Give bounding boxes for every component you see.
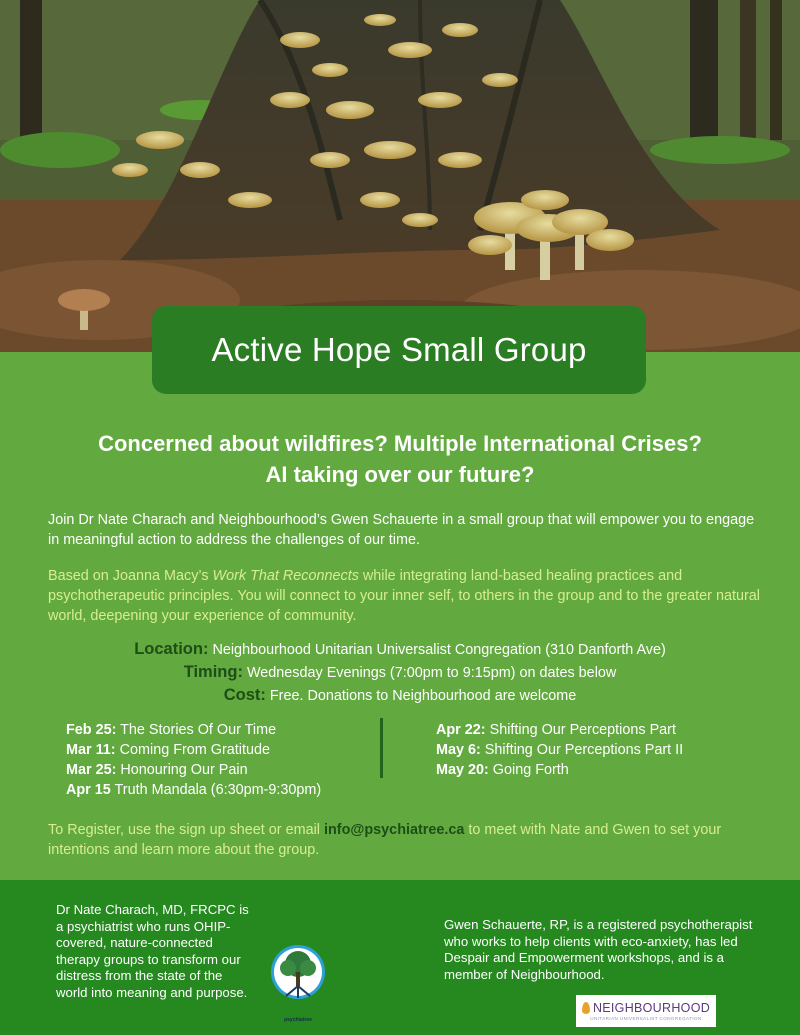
cost-row bbox=[40, 684, 760, 707]
flame-icon bbox=[582, 1002, 590, 1014]
neighbourhood-logo-row bbox=[582, 1001, 710, 1015]
schedule-topic: Honouring Our Pain bbox=[120, 762, 248, 778]
bio-nate: Dr Nate Charach, MD, FRCPC is a psychiatrist who runs OHIP-covered, nature-connected therapy groups to transform our distress from the state of the world into meaning and purpose. bbox=[56, 902, 249, 1000]
location-label: Location: bbox=[134, 640, 209, 658]
schedule-topic: Shifting Our Perceptions Part bbox=[489, 722, 676, 738]
neighbourhood-logo bbox=[576, 995, 716, 1027]
cost-value: Free. Donations to Neighbourhood are welcome bbox=[269, 688, 577, 704]
basis-text-before: Based on Joanna Macy’s bbox=[48, 568, 213, 584]
headline-line-1: Concerned about wildfires? Multiple International Crises? bbox=[98, 431, 702, 456]
schedule-date: Mar 11: bbox=[66, 742, 116, 758]
schedule-topic: Truth Mandala (6:30pm-9:30pm) bbox=[114, 782, 322, 798]
headline bbox=[30, 428, 770, 490]
location-row bbox=[40, 638, 760, 661]
psychiatree-wordmark: psychiatree bbox=[284, 1017, 312, 1023]
schedule-date: May 20: bbox=[436, 762, 489, 778]
register-paragraph bbox=[48, 820, 764, 860]
schedule-item bbox=[66, 720, 376, 740]
timing-label: Timing: bbox=[183, 663, 243, 681]
headline-line-2: AI taking over our future? bbox=[265, 462, 535, 487]
cost-label: Cost: bbox=[223, 686, 266, 704]
basis-paragraph bbox=[48, 566, 760, 626]
schedule-topic: Coming From Gratitude bbox=[119, 742, 270, 758]
page-title: Active Hope Small Group bbox=[211, 331, 587, 368]
schedule-date: Mar 25: bbox=[66, 762, 117, 778]
register-email-link[interactable]: info@psychiatree.ca bbox=[323, 822, 465, 838]
timing-value: Wednesday Evenings (7:00pm to 9:15pm) on dates below bbox=[246, 665, 617, 681]
schedule-item bbox=[436, 760, 766, 780]
register-text-after: to meet with Nate and Gwen to set your intentions and learn more about the group. bbox=[48, 822, 722, 858]
timing-row bbox=[40, 661, 760, 684]
neighbourhood-subtitle: UNITARIAN UNIVERSALIST CONGREGATION bbox=[590, 1016, 702, 1021]
schedule-item bbox=[66, 740, 376, 760]
mushroom-forest-illustration bbox=[0, 0, 800, 352]
schedule-topic: The Stories Of Our Time bbox=[120, 722, 277, 738]
tree-icon bbox=[266, 942, 330, 1012]
register-text-before: To Register, use the sign up sheet or email bbox=[48, 822, 324, 838]
hero-image bbox=[0, 0, 800, 352]
basis-text-after: while integrating land-based healing practices and psychotherapeutic principles. You will connect to your inner self, to others in the group and to the greater natural world, deepening your experience of community. bbox=[48, 568, 760, 624]
schedule-right bbox=[436, 720, 766, 780]
basis-book-title: Work That Reconnects bbox=[212, 568, 359, 584]
bio-gwen: Gwen Schauerte, RP, is a registered psychotherapist who works to help clients with eco-anxiety, has led Despair and Empowerment workshops, and is a member of Neighbourhood. bbox=[444, 917, 753, 982]
neighbourhood-wordmark: NEIGHBOURHOOD bbox=[592, 1001, 711, 1015]
schedule-date: Apr 15 bbox=[66, 782, 111, 798]
schedule-date: May 6: bbox=[436, 742, 481, 758]
schedule-item bbox=[436, 720, 766, 740]
schedule-topic: Going Forth bbox=[492, 762, 569, 778]
schedule-item bbox=[436, 740, 766, 760]
psychiatree-logo bbox=[266, 942, 330, 1023]
schedule-item bbox=[66, 760, 376, 780]
schedule-item bbox=[66, 780, 376, 800]
schedule-left bbox=[66, 720, 376, 800]
schedule-divider bbox=[380, 718, 383, 778]
title-banner bbox=[152, 306, 646, 394]
event-info bbox=[40, 638, 760, 707]
schedule-date: Feb 25: bbox=[66, 722, 117, 738]
schedule-date: Apr 22: bbox=[436, 722, 486, 738]
schedule-topic: Shifting Our Perceptions Part II bbox=[484, 742, 684, 758]
intro-paragraph: Join Dr Nate Charach and Neighbourhood’s Gwen Schauerte in a small group that will empower you to engage in meaningful action to address the challenges of our time. bbox=[48, 512, 755, 548]
location-value: Neighbourhood Unitarian Universalist Congregation (310 Danforth Ave) bbox=[212, 642, 666, 658]
